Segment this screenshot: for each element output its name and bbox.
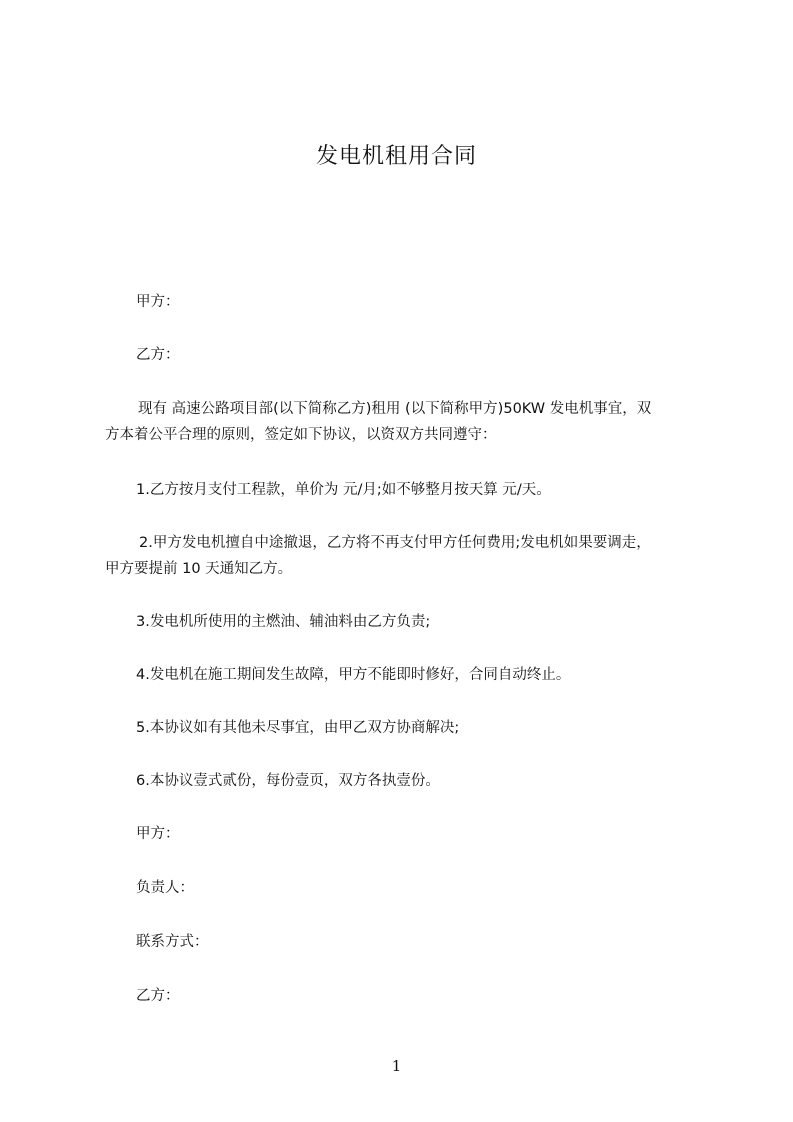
clause-4: 4.发电机在施工期间发生故障，甲方不能即时修好，合同自动终止。 (136, 667, 571, 683)
page-number: 1 (391, 1057, 402, 1075)
clause-5: 5.本协议如有其他未尽事宜，由甲乙双方协商解决; (136, 720, 460, 736)
clause-2-line-2: 甲方要提前 10 天通知乙方。 (105, 561, 293, 577)
signature-party-b: 乙方： (136, 988, 180, 1004)
signature-party-a: 甲方： (136, 826, 180, 842)
document-title: 发电机租用合同 (315, 144, 477, 169)
clause-2-line-1: 2.甲方发电机擅自中途撤退，乙方将不再支付甲方任何费用;发电机如果要调走， (139, 535, 651, 551)
clause-6: 6.本协议壹式贰份，每份壹页，双方各执壹份。 (136, 773, 440, 789)
clause-3: 3.发电机所使用的主燃油、辅油料由乙方负责; (136, 614, 431, 630)
signature-contact: 联系方式： (136, 934, 209, 950)
party-a-label: 甲方： (136, 294, 180, 310)
intro-line-2: 方本着公平合理的原则，签定如下协议，以资双方共同遵守： (105, 427, 497, 443)
clause-1: 1.乙方按月支付工程款，单价为 元/月;如不够整月按天算 元/天。 (136, 482, 551, 498)
party-b-label: 乙方： (136, 347, 180, 363)
intro-line-1: 现有 高速公路项目部(以下简称乙方)租用 (以下简称甲方)50KW 发电机事宜，双 (138, 401, 652, 417)
signature-responsible-person: 负责人： (136, 880, 194, 896)
